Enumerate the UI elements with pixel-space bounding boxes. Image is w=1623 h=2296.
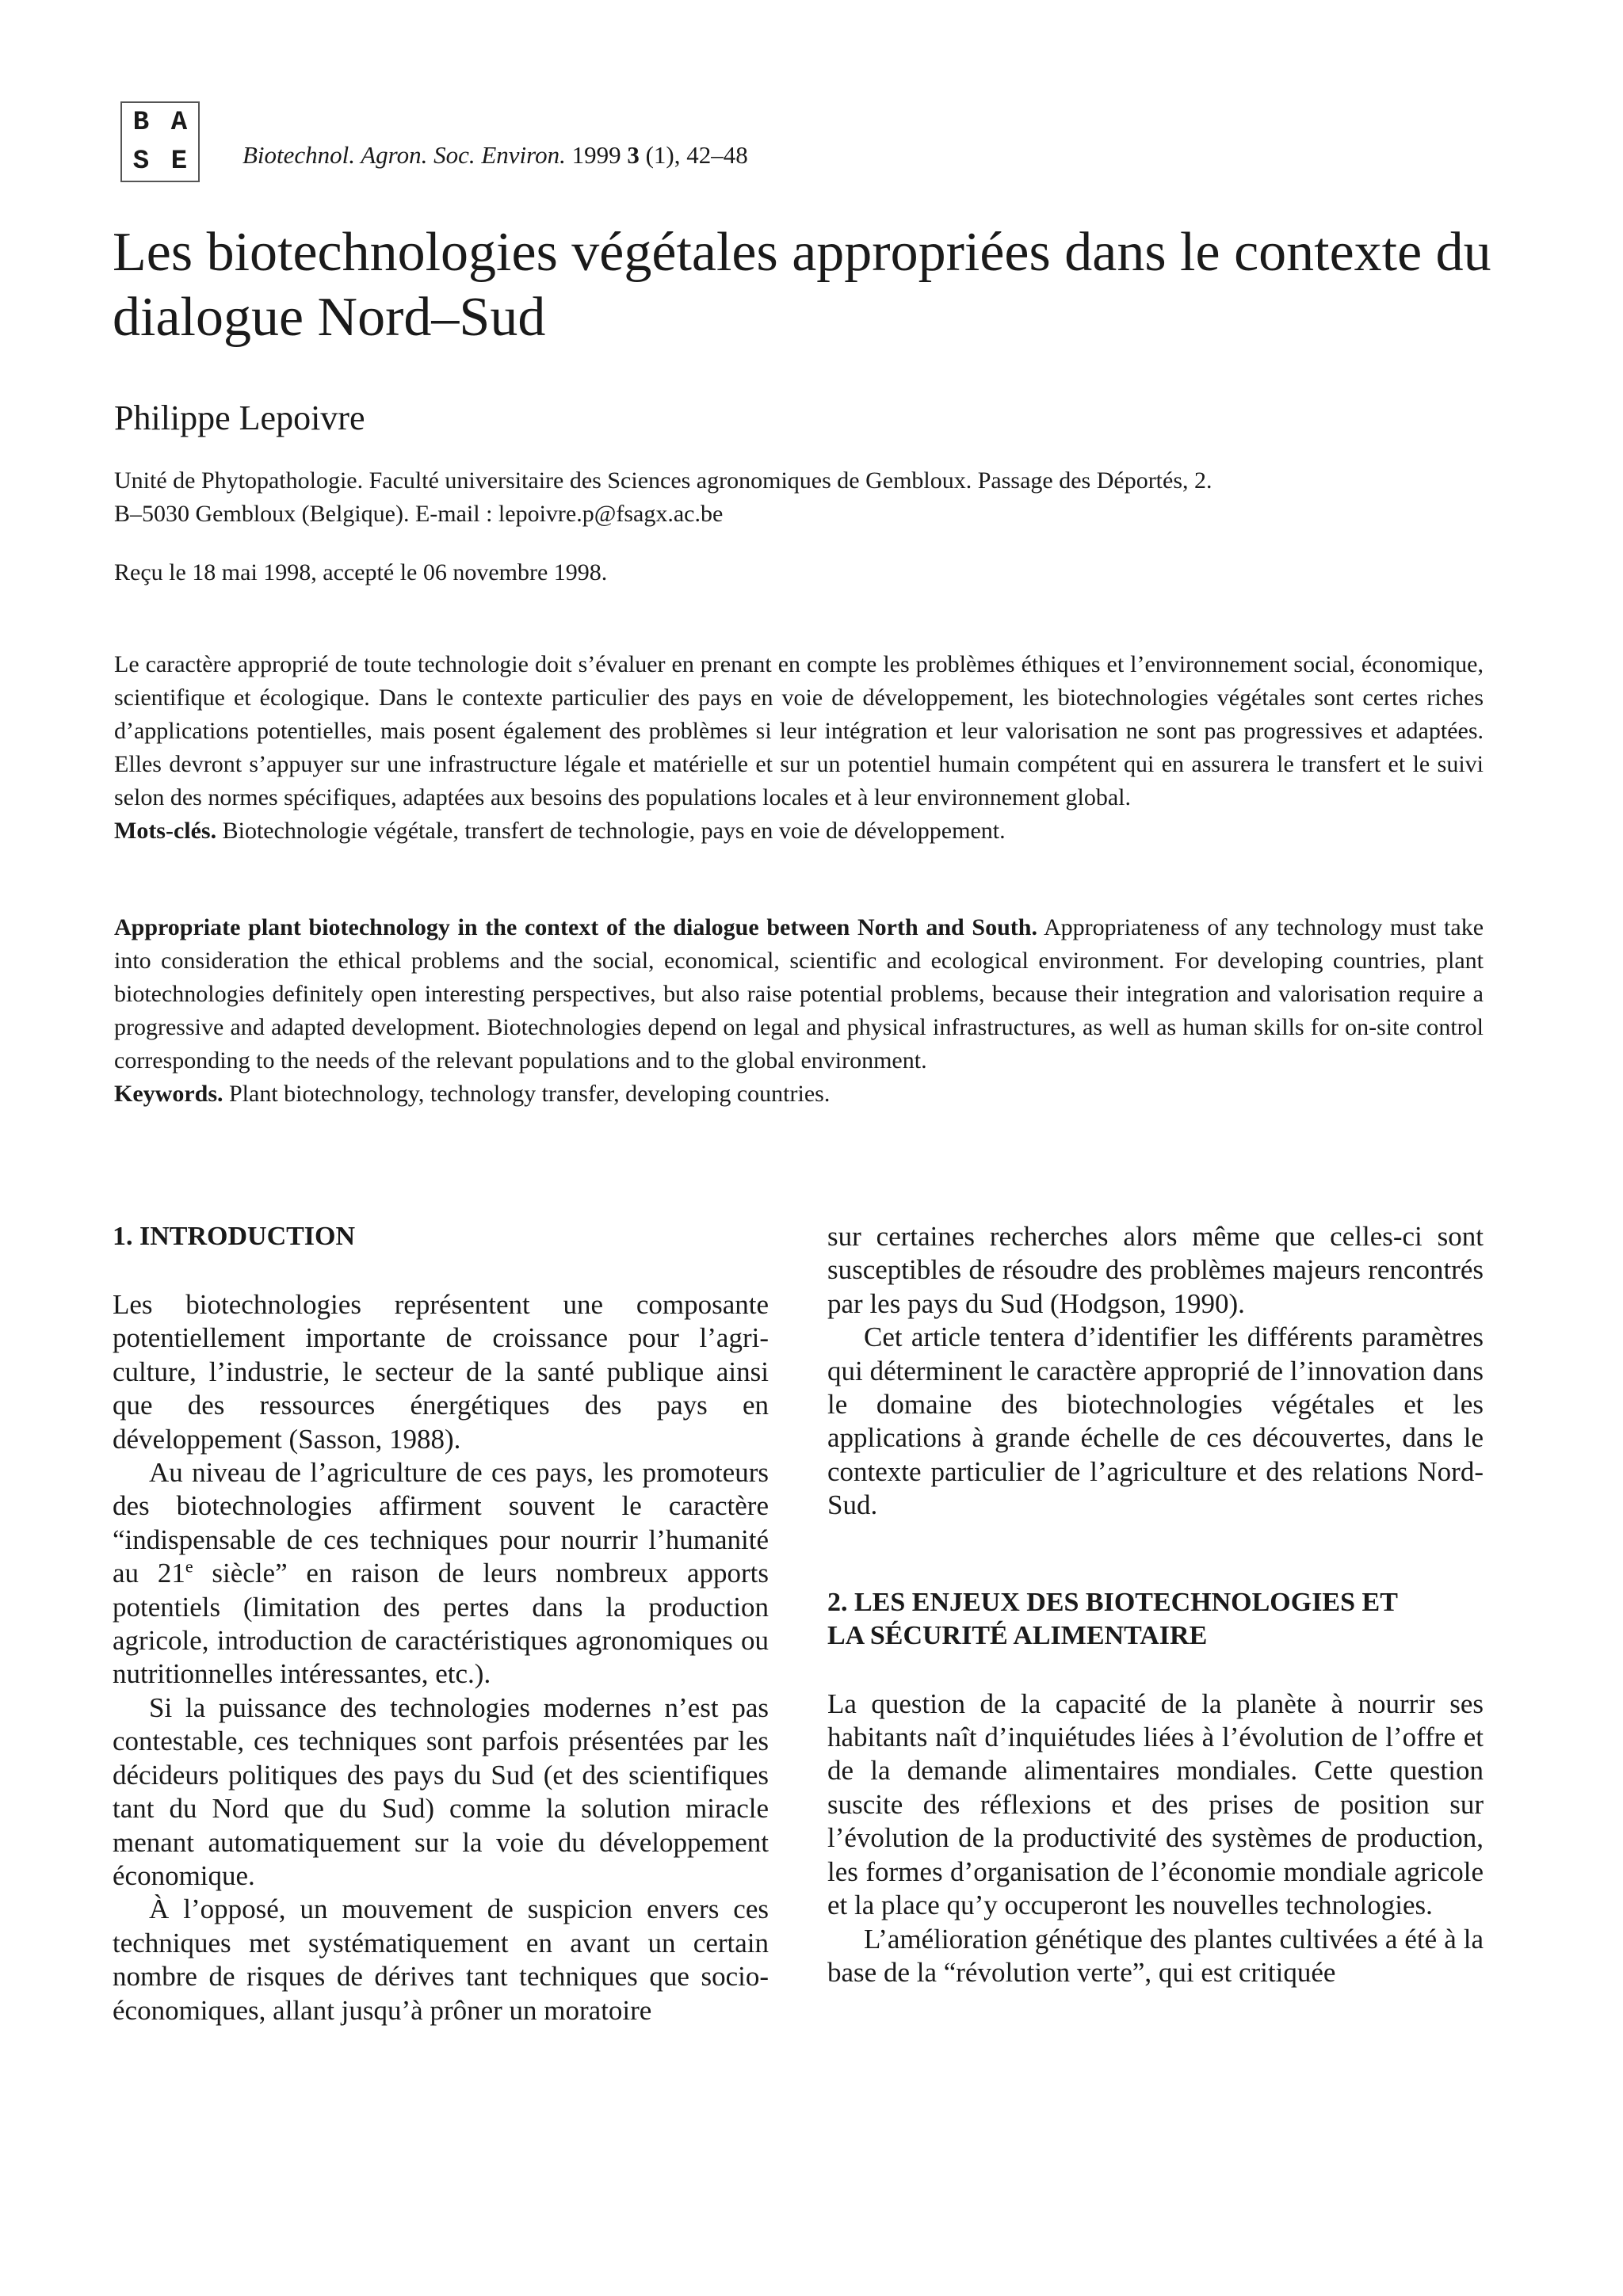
affiliation-line-1: Unité de Phytopathologie. Faculté universitaire des Sciences agronomiques de Gembloux. Passage des Déportés, 2. bbox=[114, 467, 1212, 494]
intro-paragraph-2: Au niveau de l’agriculture de ces pays, les promoteurs des biotechnologies affirment souvent le caractère “indispensable de ces techniques pour nourrir l’humanité au 21e siècle” en raison de leurs nombreux apports potentiels (limitation des pertes dans la production agricole, introduction de caractéristiques agronomiques ou nutritionnelles intéressantes, etc.). bbox=[113, 1457, 769, 1690]
section-heading-enjeux-line-1: 2. LES ENJEUX DES BIOTECHNOLOGIES ET bbox=[827, 1587, 1398, 1617]
article-title: Les biotechnologies végétales appropriées dans le contexte du dialogue Nord–Sud bbox=[113, 222, 1491, 348]
keywords-english bbox=[114, 1077, 1484, 1111]
enjeux-paragraph-1: La question de la capacité de la planète à nourrir ses habitants naît d’inquiétudes liées à l’évolution de l’offre et de la demande alimentaires mondiales. Cette question suscite des réflexions et des prises de position sur l’évolution de la productivité des systèmes de production, les formes d’organisation de l’économie mondiale agricole et la place qu’y occuperont les nouvelles technologies. bbox=[827, 1688, 1484, 1921]
author-name: Philippe Lepoivre bbox=[114, 399, 365, 437]
citation-issue-pages: (1), 42–48 bbox=[645, 141, 748, 169]
author-affiliation bbox=[114, 464, 1509, 531]
intro-paragraph-3: Si la puissance des technologies modernes n’est pas contestable, ces techniques sont parfois présentées par les décideurs politiques des pays du Sud (et des scientifiques tant du Nord que du Sud) comme la solution miracle menant automatiquement sur la voie du développement économique. bbox=[113, 1691, 769, 1891]
affiliation-line-2: B–5030 Gembloux (Belgique). E-mail : lepoivre.p@fsagx.ac.be bbox=[114, 501, 724, 527]
journal-citation bbox=[242, 139, 748, 171]
abstract-english bbox=[114, 911, 1484, 1111]
keywords-french-label: Mots-clés. bbox=[114, 818, 217, 844]
enjeux-paragraph-2: L’amélioration génétique des plantes cultivées a été à la base de la “révolution verte”, qui est critiquée bbox=[827, 1923, 1484, 1988]
section-heading-introduction: 1. INTRODUCTION bbox=[113, 1222, 356, 1251]
abstract-french bbox=[114, 648, 1484, 848]
abstract-english-text: Appropriateness of any technology must take into consideration the ethical problems and the social, economical, scientific and ecological environment. For developing countries, plant biotechnologies definitely open interesting perspectives, but also raise potential problems, because their integration and valorisation require a progressive and adapted development. Biotechnologies depend on legal and physical infrastructures, as well as human skills for on-site control corresponding to the needs of the relevant populations and to the global environment. bbox=[114, 914, 1484, 1074]
keywords-english-text: Plant biotechnology, technology transfer, developing countries. bbox=[223, 1081, 831, 1107]
journal-name: Biotechnol. Agron. Soc. Environ. bbox=[242, 141, 566, 169]
abstract-french-text: Le caractère approprié de toute technologie doit s’évaluer en prenant en compte les problèmes éthiques et l’environnement social, économique, scientifique et écologique. Dans le contexte particulier des pays en voie de développement, les biotechnologies végétales sont certes riches d’applications potentielles, mais posent également des problèmes si leur intégration et leur valorisation ne sont pas progressives et adaptées. Elles devront s’appuyer sur une infrastructure légale et matérielle et sur un potentiel humain compétent qui en assurera le transfert et le suivi selon des normes spécifiques, adaptées aux besoins des populations locales et à leur environnement global. bbox=[114, 651, 1484, 810]
logo-letter-e: E bbox=[170, 146, 188, 177]
abstract-english-title: Appropriate plant biotechnology in the context of the dialogue between North and South. bbox=[114, 914, 1037, 940]
intro-paragraph-1: Les biotechnologies représentent une composante potentiellement importante de croissance pour l’agri-culture, l’industrie, le secteur de la santé publique ainsi que des ressources énergétiques des pays en développement (Sasson, 1988). bbox=[113, 1289, 769, 1455]
section-heading-enjeux bbox=[827, 1586, 1484, 1653]
body-column-right bbox=[827, 1220, 1484, 1989]
intro-paragraph-4: À l’opposé, un mouvement de suspicion envers ces techniques met systématiquement en avant un certain nombre de risques de dérives tant techniques que socio-économiques, allant jusqu’à prôner un moratoire bbox=[113, 1894, 769, 2026]
received-dates: Reçu le 18 mai 1998, accepté le 06 novembre 1998. bbox=[114, 559, 608, 585]
intro-paragraph-5: sur certaines recherches alors même que celles-ci sont susceptibles de résoudre des problèmes majeurs rencontrés par les pays du Sud (Hodgson, 1990). bbox=[827, 1221, 1484, 1319]
citation-year: 1999 bbox=[571, 141, 621, 169]
body-column-left bbox=[113, 1220, 769, 2027]
keywords-english-label: Keywords. bbox=[114, 1081, 223, 1107]
citation-volume: 3 bbox=[627, 141, 640, 169]
logo-letter-b: B bbox=[132, 107, 150, 138]
section-heading-enjeux-line-2: LA SÉCURITÉ ALIMENTAIRE bbox=[827, 1620, 1208, 1650]
abstract-english-paragraph bbox=[114, 911, 1484, 1077]
keywords-french-text: Biotechnologie végétale, transfert de technologie, pays en voie de développement. bbox=[216, 818, 1006, 844]
logo-letter-s: S bbox=[132, 146, 150, 177]
base-journal-logo bbox=[120, 101, 200, 182]
intro-paragraph-6: Cet article tentera d’identifier les différents paramètres qui déterminent le caractère approprié de l’innovation dans le domaine des biotechnologies végétales et les applications à grande échelle de ces découvertes, dans le contexte particulier de l’agriculture et des relations Nord-Sud. bbox=[827, 1322, 1484, 1521]
superscript-e: e bbox=[185, 1556, 193, 1577]
logo-letter-a: A bbox=[170, 107, 188, 138]
keywords-french bbox=[114, 814, 1484, 848]
